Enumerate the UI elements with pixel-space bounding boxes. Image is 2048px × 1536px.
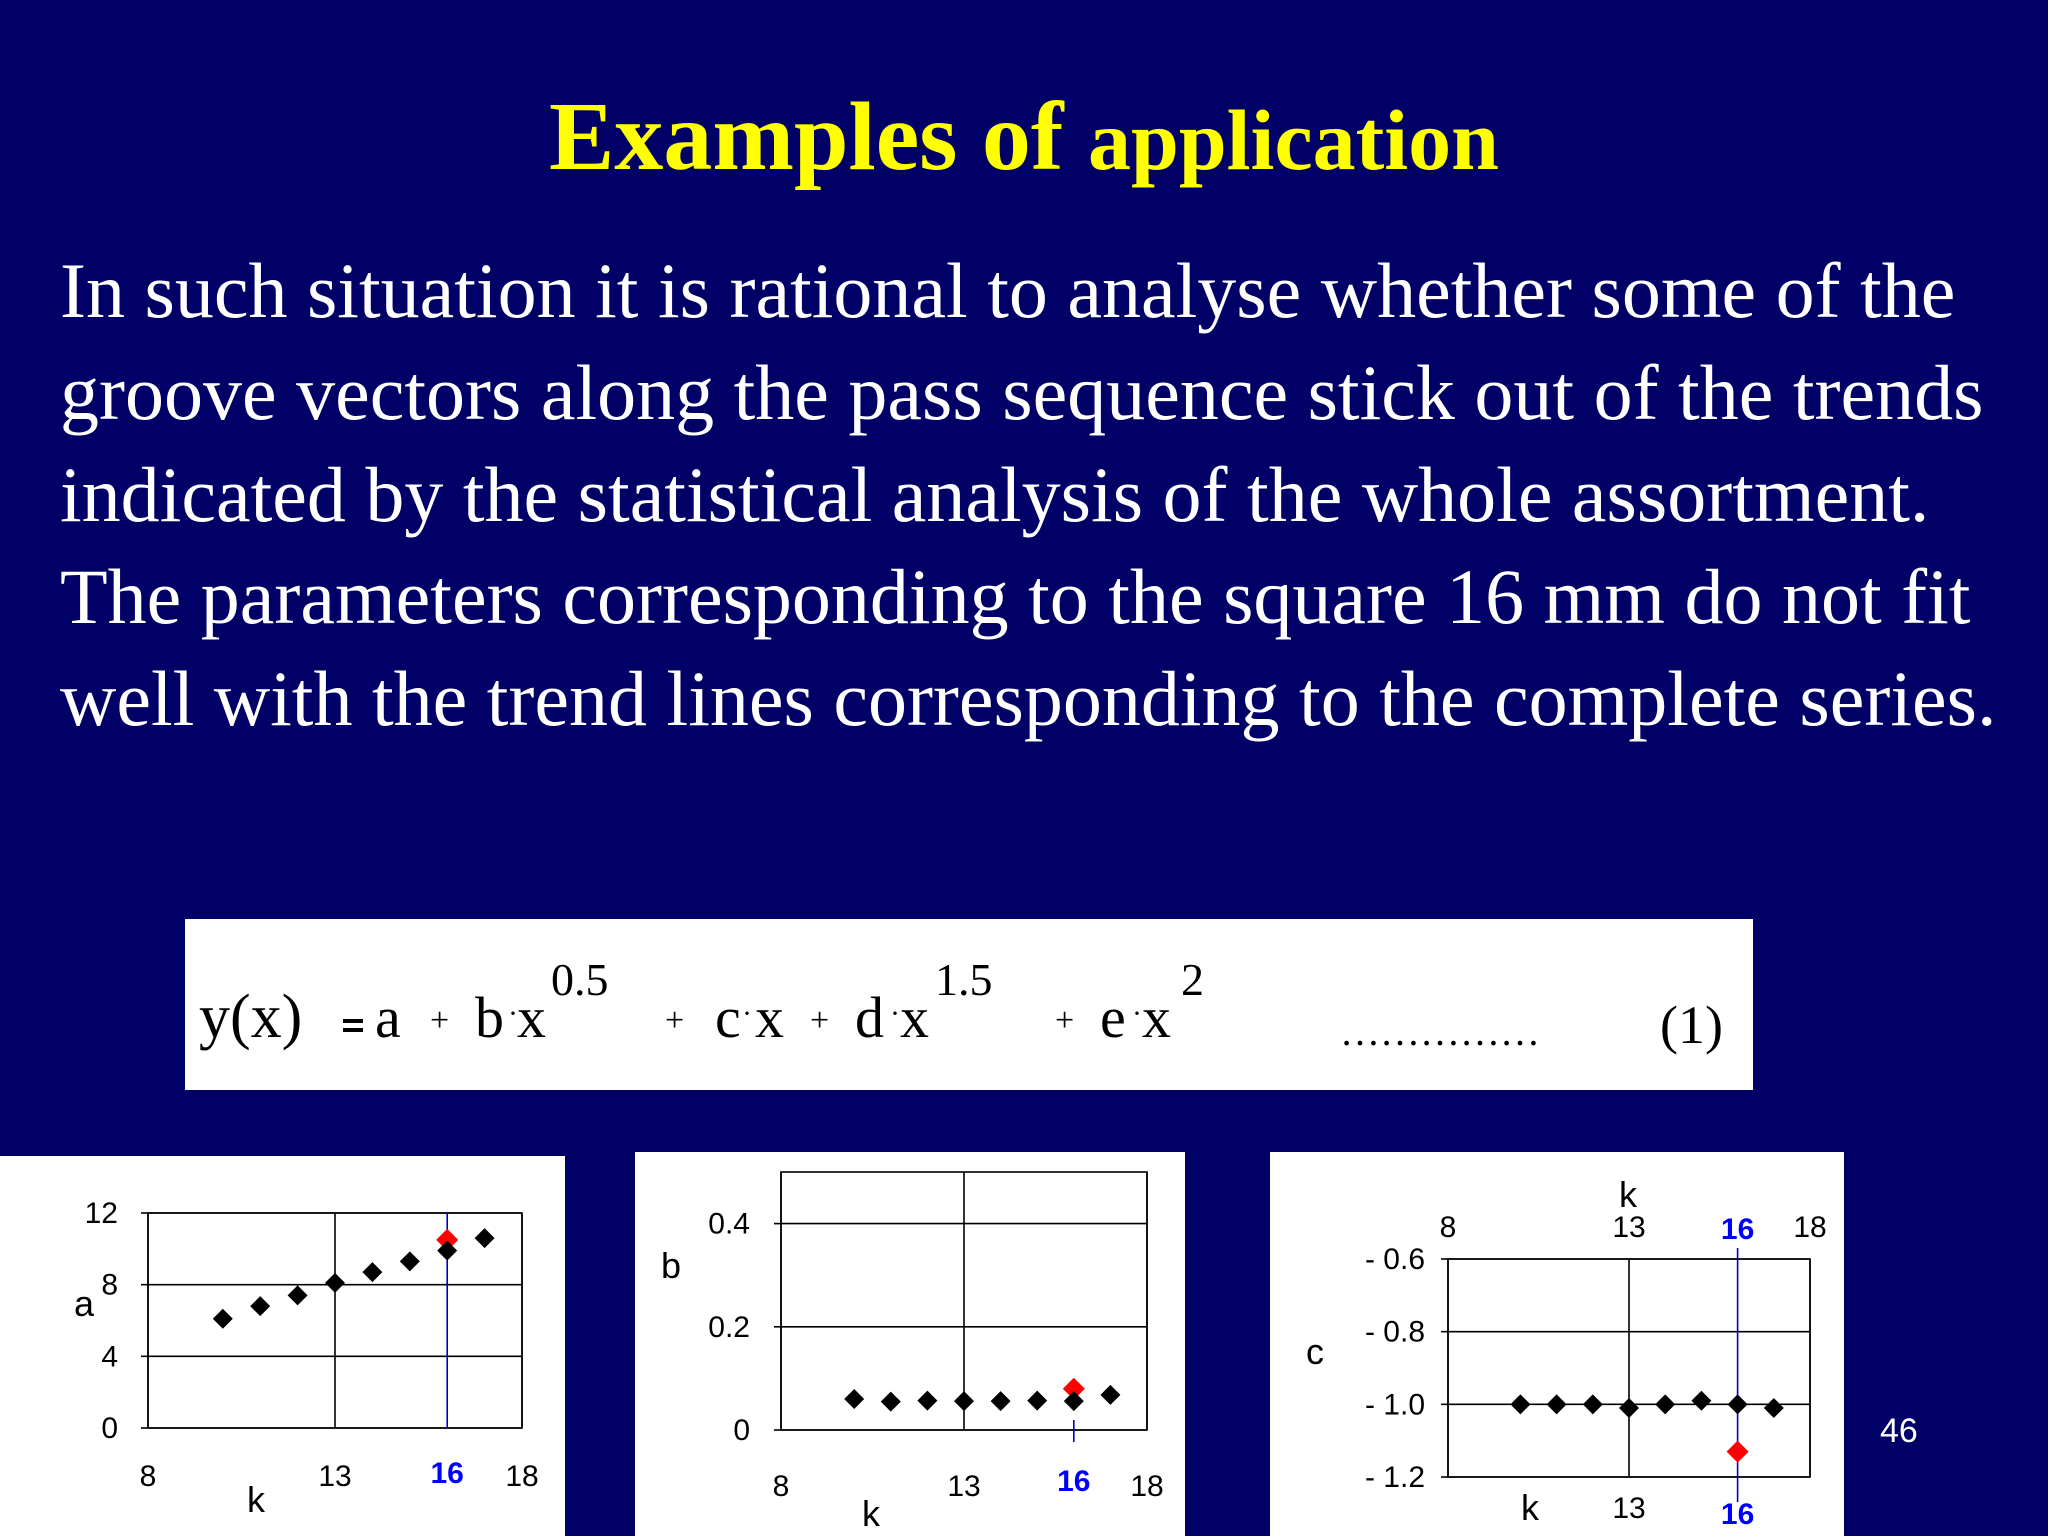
data-point (1728, 1394, 1748, 1414)
svg-text:c: c (715, 985, 741, 1050)
y-tick-label: 8 (101, 1268, 118, 1302)
data-point (213, 1309, 233, 1329)
svg-text:·: · (890, 997, 900, 1030)
x-axis-label: k (1619, 1174, 1637, 1215)
data-point (1619, 1398, 1639, 1418)
y-axis-label: b (661, 1245, 682, 1286)
svg-text:a: a (375, 985, 401, 1050)
data-point (954, 1391, 974, 1411)
chart-c (1270, 1152, 1844, 1536)
formula-dots: …………… (1340, 1009, 1540, 1054)
y-axis-label: c (1306, 1331, 1324, 1372)
chart-a (0, 1156, 565, 1536)
data-point (362, 1262, 382, 1282)
svg-text:1.5: 1.5 (935, 954, 993, 1005)
svg-text:2: 2 (1181, 954, 1204, 1005)
data-point (250, 1296, 270, 1316)
svg-text:0.5: 0.5 (551, 954, 609, 1005)
x-axis-label-bottom: k (1521, 1487, 1539, 1528)
svg-text:+: + (810, 1002, 830, 1039)
svg-text:x: x (755, 985, 784, 1050)
svg-text:+: + (430, 1002, 450, 1039)
y-tick-label: - 0.6 (1364, 1243, 1425, 1276)
y-tick-label: - 1.2 (1364, 1461, 1425, 1494)
x-tick-label: 13 (318, 1460, 352, 1493)
y-tick-label: 0.2 (708, 1310, 750, 1344)
svg-text:·: · (1132, 997, 1142, 1030)
svg-text:d: d (855, 985, 884, 1050)
data-point (1064, 1391, 1084, 1411)
data-point (1655, 1394, 1675, 1414)
svg-text:x: x (900, 985, 929, 1050)
highlight-point (1727, 1441, 1749, 1463)
data-point (1764, 1398, 1784, 1418)
x-tick-label: 18 (1793, 1211, 1827, 1244)
chart-b (635, 1152, 1185, 1536)
svg-text:b: b (475, 985, 504, 1050)
svg-text:·: · (508, 997, 518, 1030)
data-point (1547, 1394, 1567, 1414)
x-tick-label: 13 (1612, 1211, 1646, 1244)
x-tick-label: 13 (947, 1470, 981, 1503)
y-tick-label: - 0.8 (1364, 1315, 1425, 1349)
data-point (844, 1389, 864, 1409)
svg-text:y(x): y(x) (199, 983, 303, 1051)
highlight-label: 16 (1057, 1465, 1091, 1498)
y-tick-label: 12 (84, 1197, 118, 1230)
x-tick-label: 8 (1439, 1211, 1457, 1244)
data-point (1691, 1391, 1711, 1411)
slide-title (0, 82, 2048, 195)
chart-b-svg (635, 1152, 1185, 1536)
data-point (325, 1273, 345, 1293)
data-point (288, 1285, 308, 1305)
data-point (917, 1391, 937, 1411)
highlight-label: 16 (1720, 1213, 1755, 1246)
x-axis-label: k (247, 1479, 265, 1520)
svg-text:+: + (1055, 1002, 1075, 1039)
x-axis-label: k (862, 1493, 880, 1534)
y-tick-label: 4 (101, 1340, 118, 1374)
highlight-label-bottom: 16 (1720, 1498, 1755, 1531)
highlight-label: 16 (430, 1457, 464, 1490)
data-point (400, 1251, 420, 1271)
svg-text:·: · (742, 997, 752, 1030)
data-point (475, 1228, 495, 1248)
y-tick-label: - 1.0 (1364, 1388, 1425, 1422)
formula-box (185, 919, 1753, 1090)
x-tick-label: 8 (772, 1470, 790, 1503)
y-tick-label: 0.4 (708, 1207, 750, 1241)
y-axis-label: a (74, 1283, 95, 1324)
y-tick-label: 0 (733, 1414, 750, 1447)
data-point (1583, 1394, 1603, 1414)
slide-number: 46 (1880, 1412, 1918, 1450)
svg-text:x: x (517, 985, 546, 1050)
data-point (881, 1392, 901, 1412)
svg-text:e: e (1100, 985, 1126, 1050)
x-tick-label: 18 (505, 1460, 539, 1493)
chart-a-svg (0, 1156, 565, 1536)
data-point (1100, 1385, 1120, 1405)
svg-text:x: x (1142, 985, 1171, 1050)
title-tail: application (1088, 92, 1499, 188)
formula-number: (1) (1660, 995, 1723, 1055)
data-point (991, 1391, 1011, 1411)
data-point (1027, 1391, 1047, 1411)
title-main: Examples of (549, 83, 1064, 191)
body-paragraph: In such situation it is rational to analyse whether some of the groove vectors along the pass sequence stick out of the trends indicated by the statistical analysis of the whole assortment. The parameters corresponding to the square 16 mm do not fit well with the trend lines corresponding to the complete series. (60, 247, 1997, 742)
chart-c-svg (1270, 1152, 1844, 1536)
x-tick-label: 18 (1130, 1470, 1164, 1503)
data-point (1510, 1394, 1530, 1414)
y-tick-label: 0 (101, 1412, 118, 1445)
x-tick-label: 8 (139, 1460, 157, 1493)
x-tick-label-bottom: 13 (1612, 1492, 1646, 1525)
svg-text:+: + (665, 1002, 685, 1039)
formula-equation (185, 919, 1753, 1090)
